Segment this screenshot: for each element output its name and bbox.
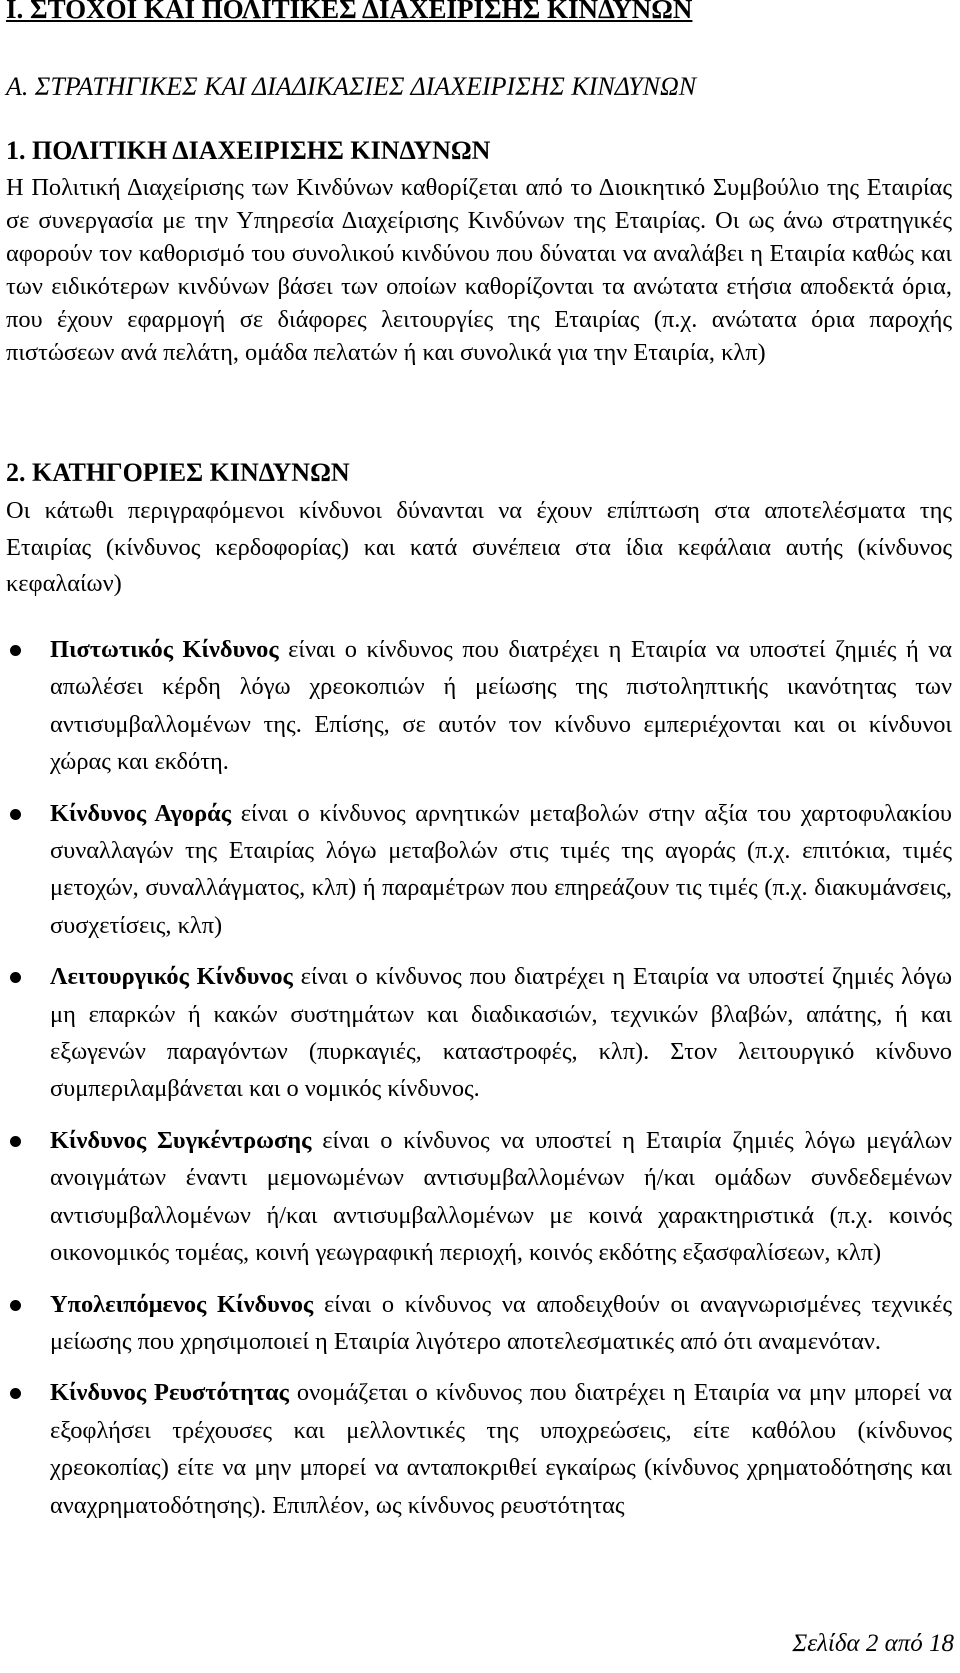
list-item-concentration-risk	[6, 1122, 952, 1272]
document-page	[6, 0, 958, 1673]
list-item-term: Λειτουργικός Κίνδυνος	[50, 963, 293, 991]
list-item-term: Κίνδυνος Ρευστότητας	[50, 1379, 289, 1407]
list-item-term: Πιστωτικός Κίνδυνος	[50, 636, 279, 663]
page-number-footer: Σελίδα 2 από 18	[792, 1630, 954, 1657]
list-item-residual-risk	[6, 1286, 952, 1361]
document-heading-main: Ι. ΣΤΟΧΟΙ ΚΑΙ ΠΟΛΙΤΙΚΕΣ ΔΙΑΧΕΙΡΙΣΗΣ ΚΙΝΔΥΝΩΝ	[6, 0, 693, 24]
list-item-text: είναι ο κίνδυνος αρνητικών μεταβολών στην αξία του χαρτοφυλακίου συναλλαγών της Εταιρίας λόγω μεταβολών στις τιμές της αγοράς (π.χ. επιτόκια, τιμές μετοχών, συναλλάγματος, κλπ) ή παραμέτρων που επηρεάζουν τις τιμές (π.χ. διακυμάνσεις, συσχετίσεις, κλπ)	[50, 799, 952, 939]
section-2-heading: 2. ΚΑΤΗΓΟΡΙΕΣ ΚΙΝΔΥΝΩΝ	[6, 458, 350, 487]
section-1-heading: 1. ΠΟΛΙΤΙΚΗ ΔΙΑΧΕΙΡΙΣΗΣ ΚΙΝΔΥΝΩΝ	[6, 136, 491, 165]
list-item-text: είναι ο κίνδυνος να αποδειχθούν οι αναγνωρισμένες τεχνικές μείωσης που χρησιμοποιεί η Εταιρία λιγότερο αποτελεσματικές από ότι αναμενόταν.	[50, 1290, 952, 1355]
list-item-liquidity-risk	[6, 1374, 952, 1524]
list-item-market-risk	[6, 795, 952, 945]
bullet-icon	[10, 645, 21, 656]
document-heading-sub: Α. ΣΤΡΑΤΗΓΙΚΕΣ ΚΑΙ ΔΙΑΔΙΚΑΣΙΕΣ ΔΙΑΧΕΙΡΙΣΗΣ ΚΙΝΔΥΝΩΝ	[6, 72, 697, 101]
list-item-text: είναι ο κίνδυνος που διατρέχει η Εταιρία να υποστεί ζημιές ή να απωλέσει κέρδη λόγω χρεοκοπιών ή μείωσης της πιστοληπτικής ικανότητας των αντισυμβαλλομένων της. Επίσης, σε αυτόν τον κίνδυνο εμπεριέχονται και οι κίνδυνοι χώρας και εκδότη.	[50, 636, 952, 776]
list-item-operational-risk	[6, 958, 952, 1108]
section-1-body: Η Πολιτική Διαχείρισης των Κινδύνων καθορίζεται από το Διοικητικό Συμβούλιο της Εταιρίας σε συνεργασία με την Υπηρεσία Διαχείρισης Κινδύνων της Εταιρίας. Οι ως άνω στρατηγικές αφορούν τον καθορισμό του συνολικού κινδύνου που δύναται να αναλάβει η Εταιρία καθώς και των ειδικότερων κινδύνων βάσει των οποίων καθορίζονται τα ανώτατα ετήσια αποδεκτά όρια, που έχουν εφαρμογή σε διάφορες λειτουργίες της Εταιρίας (π.χ. ανώτατα όρια παροχής πιστώσεων ανά πελάτη, ομάδα πελατών ή και συνολικά για την Εταιρία, κλπ)	[6, 174, 952, 366]
list-item-text: ονομάζεται ο κίνδυνος που διατρέχει η Εταιρία να μην μπορεί να εξοφλήσει τρέχουσες και μελλοντικές της υποχρεώσεις, είτε καθόλου (κίνδυνος χρεοκοπίας) είτε να μην μπορεί να ανταποκριθεί εγκαίρως (κίνδυνος χρηματοδότησης και αναχρηματοδότησης). Επιπλέον, ως κίνδυνος ρευστότητας	[50, 1379, 952, 1519]
list-item-text: είναι ο κίνδυνος να υποστεί η Εταιρία ζημιές λόγω μεγάλων ανοιγμάτων έναντι μεμονωμένων αντισυμβαλλομένων ή/και ομάδων συνδεδεμένων αντισυμβαλλομένων ή/και αντισυμβαλλομένων με κοινά χαρακτηριστικά (π.χ. κοινός οικονομικός τομέας, κοινή γεωγραφική περιοχή, κοινός εκδότης εξασφαλίσεων, κλπ)	[50, 1126, 953, 1267]
section-2-intro: Οι κάτωθι περιγραφόμενοι κίνδυνοι δύνανται να έχουν επίπτωση στα αποτελέσματα της Εταιρίας (κίνδυνος κερδοφορίας) και κατά συνέπεια στα ίδια κεφάλαια αυτής (κίνδυνος κεφαλαίων)	[6, 497, 952, 597]
bullet-icon	[10, 809, 21, 820]
bullet-icon	[10, 972, 21, 983]
list-item-term: Κίνδυνος Συγκέντρωσης	[50, 1126, 312, 1154]
list-item-text: είναι ο κίνδυνος που διατρέχει η Εταιρία να υποστεί ζημιές λόγω μη επαρκών ή κακών συστημάτων και διαδικασιών, τεχνικών βλαβών, απάτης, ή και εξωγενών παραγόντων (πυρκαγιές, καταστροφές, κλπ). Στον λειτουργικό κίνδυνο συμπεριλαμβάνεται και ο νομικός κίνδυνος.	[50, 963, 952, 1103]
risk-categories-list	[6, 631, 952, 1538]
list-item-term: Κίνδυνος Αγοράς	[50, 799, 232, 827]
list-item-term: Υπολειπόμενος Κίνδυνος	[50, 1290, 314, 1318]
list-item-credit-risk	[6, 631, 952, 781]
bullet-icon	[10, 1300, 21, 1311]
bullet-icon	[10, 1136, 21, 1147]
bullet-icon	[10, 1388, 21, 1399]
